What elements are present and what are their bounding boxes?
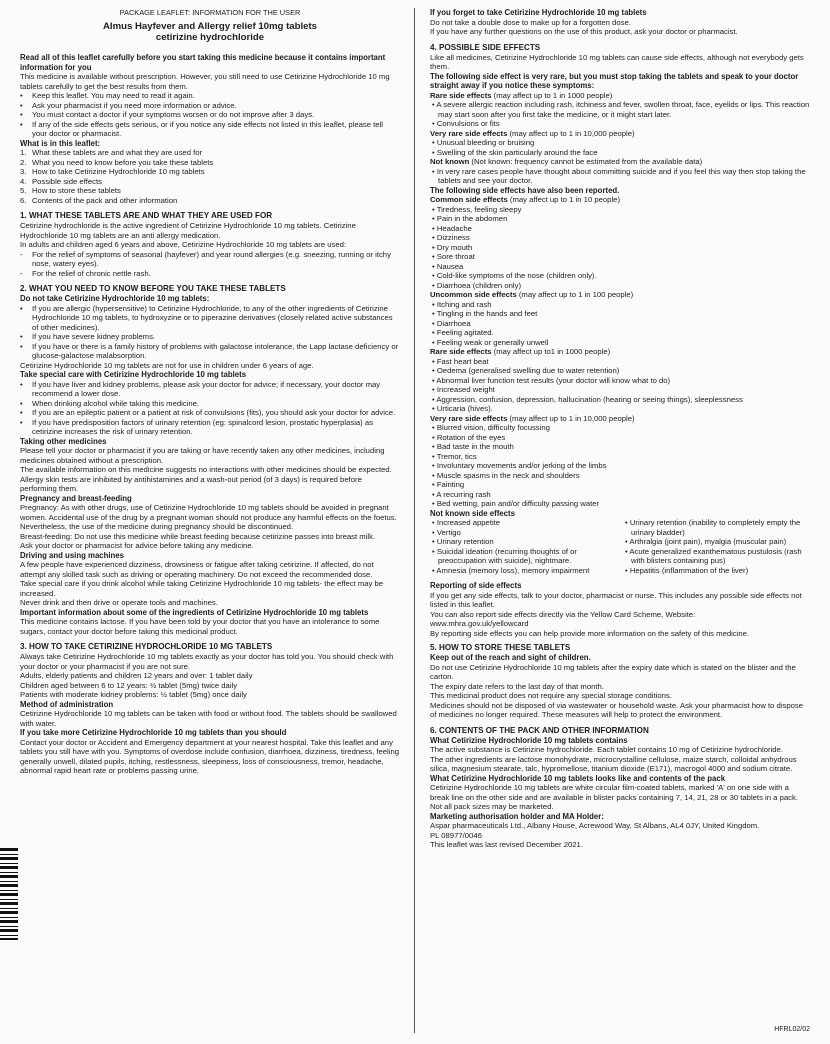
list-item-text: Aggression, confusion, depression, hallucination (hearing or seeing things), sleeplessness	[436, 394, 743, 404]
list-item-text: If you have severe kidney problems.	[32, 332, 156, 341]
list-item	[20, 101, 400, 111]
pregnancy-heading: Pregnancy and breast-feeding	[20, 493, 132, 503]
s5-text: The expiry date refers to the last day of that month.	[430, 681, 604, 691]
list-item-text: Itching and rash	[436, 299, 492, 309]
list-item-text: A severe allergic reaction including rash, itchiness and fever, swollen throat, face, eyelids or lips. This reaction may start soon after you first take the medicine, or it might start later.	[436, 100, 810, 119]
intro-bullet-list	[20, 91, 400, 139]
side-effect-list	[623, 518, 810, 575]
contents-text: Contents of the pack and other information	[32, 195, 178, 205]
list-item: • Nausea	[432, 261, 464, 271]
s5-text: Do not use Cetirizine Hydrochloride 10 mg tablets after the expiry date which is stated on the blister and the carton.	[430, 662, 796, 681]
bullet-marker: •	[20, 100, 23, 110]
contents-item	[20, 177, 400, 187]
s2-text: Pregnancy: As with other drugs, use of Cetirizine Hydrochloride 10 mg tablets should be avoided in pregnant women. Accidental use of the drug by a pregnant woman should not produce any harmful effects on the foetus. Nevertheless, the use of the medicine during pregnancy should be discontinued.	[20, 503, 397, 531]
s4-text: You can also report side effects directly via the Yellow Card Scheme, Website:	[430, 609, 696, 619]
list-item-text: Dizziness	[436, 233, 470, 242]
list-item-text: Pain in the abdomen	[436, 214, 508, 223]
list-item	[20, 120, 400, 139]
list-item-text: Blurred vision, difficulty focussing	[436, 423, 550, 432]
contents-item	[20, 167, 400, 177]
administration-heading: Method of administration	[20, 699, 114, 709]
not-known-heading: Not known side effects	[430, 508, 515, 518]
ingredients-heading: Important information about some of the ingredients of Cetirizine Hydrochloride 10 mg tablets	[20, 607, 369, 617]
list-item-text: Unusual bleeding or bruising	[436, 138, 535, 147]
s1-text: In adults and children aged 6 years and above, Cetirizine Hydrochloride 10 mg tablets are used:	[20, 240, 347, 249]
list-item	[20, 399, 400, 409]
contents-number: 2.	[20, 157, 27, 167]
list-item: • Urinary retention (inability to completely empty the urinary bladder)	[625, 518, 801, 537]
side-effect-list	[430, 300, 810, 348]
list-item	[20, 418, 400, 437]
side-effect-list	[430, 167, 810, 186]
freq-text: (may affect up to 1 in 10,000 people)	[507, 413, 635, 423]
list-item-text: For the relief of symptoms of seasonal (hayfever) and year round allergies (e.g. sneezing, running or itchy nose, watery eyes).	[32, 249, 391, 268]
s5-text: This medicinal product does not require any special storage conditions.	[430, 691, 672, 700]
list-item-text: Dry mouth	[436, 242, 473, 252]
freq-label: Uncommon side effects	[430, 290, 517, 299]
side-effect-list	[430, 138, 810, 157]
list-item	[20, 91, 400, 101]
s2-text: Never drink and then drive or operate tools and machines.	[20, 598, 218, 607]
contents-item	[20, 186, 400, 196]
contents-text: How to store these tablets	[32, 186, 121, 195]
s6-text: The active substance is Cetirizine hydrochloride. Each tablet contains 10 mg of Cetirizine hydrochloride.	[430, 745, 783, 754]
list-item: • Involuntary movements and/or jerking of the limbs	[432, 461, 607, 470]
list-item: • Aggression, confusion, depression, hallucination (hearing or seeing things), sleeplessness	[432, 394, 743, 404]
s2-text: Take special care if you drink alcohol while taking Cetirizine Hydrochloride 10 mg tablets- the effect may be increased.	[20, 579, 384, 598]
list-item-text: Nausea	[436, 261, 464, 271]
contents-text: How to take Cetirizine Hydrochloride 10 mg tablets	[32, 167, 205, 176]
s4-text: If you get any side effects, talk to your doctor, pharmacist or nurse. This includes any possible side effects not listed in this leaflet.	[430, 590, 802, 609]
bullet-marker: •	[20, 110, 23, 119]
contents-item	[20, 148, 400, 158]
forgot-dose-heading: If you forget to take Cetirizine Hydrochloride 10 mg tablets	[430, 8, 647, 17]
list-item: • A recurring rash	[432, 489, 491, 499]
list-item: • A severe allergic reaction including rash, itchiness and fever, swollen throat, face, eyelids or lips. This reaction may start soon after you first take the medicine, or it might start later.	[432, 100, 810, 119]
revision-date: This leaflet was last revised December 2021.	[430, 840, 583, 849]
list-item-text: Headache	[436, 223, 472, 233]
freq-label: Rare side effects	[430, 347, 492, 356]
bullet-marker: •	[20, 417, 23, 427]
s6-text: Aspar pharmaceuticals Ltd., Albany House, Acrewood Way, St Albans, AL4 0JY, United Kingdom.	[430, 821, 760, 830]
list-item: • Dry mouth	[432, 242, 473, 252]
freq-label: Common side effects	[430, 195, 508, 204]
stop-warning: The following side effect is very rare, but you must stop taking the tablets and speak to your doctor straight away if you notice these symptoms:	[430, 71, 799, 90]
list-item-text: A recurring rash	[436, 489, 491, 499]
contents-number: 6.	[20, 195, 27, 205]
list-item: • Diarrhoea	[432, 318, 471, 328]
s2-text: Please tell your doctor or pharmacist if you are taking or have recently taken any other medicines, including medicines obtained without a prescription.	[20, 446, 385, 465]
list-item: • In very rare cases people have thought about committing suicide and if you feel this way then stop taking the tablets and see your doctor.	[432, 166, 806, 185]
list-item: • Tingling in the hands and feet	[432, 309, 538, 318]
list-item-text: Tremor, tics	[436, 451, 477, 461]
list-item-text: Tiredness, feeling sleepy	[436, 204, 522, 214]
list-item: • Cold-like symptoms of the nose (children only).	[432, 271, 597, 280]
section-1-heading: 1. WHAT THESE TABLETS ARE AND WHAT THEY ARE USED FOR	[20, 211, 273, 220]
contents-item	[20, 196, 400, 206]
list-item	[20, 380, 400, 399]
freq-text: (may affect up to 1 in 10 people)	[507, 195, 620, 204]
s4-text: By reporting side effects you can help provide more information on the safety of this medicine.	[430, 628, 750, 638]
bullet-marker: •	[20, 341, 23, 351]
contents-text: Possible side effects	[32, 176, 102, 186]
freq-text: (may affect up to 1 in 100 people)	[516, 290, 634, 299]
list-item: • Rotation of the eyes	[432, 432, 506, 442]
bullet-marker: •	[20, 408, 23, 417]
side-effect-list	[430, 205, 810, 291]
list-item-text: When drinking alcohol while taking this medicine.	[32, 398, 200, 408]
bullet-marker: •	[20, 91, 23, 100]
list-item-text: Urticaria (hives).	[436, 404, 493, 413]
licence-number: PL 08977/0046	[430, 830, 482, 840]
contents-number: 1.	[20, 148, 27, 157]
s4-text: Like all medicines, Cetirizine Hydrochloride 10 mg tablets can cause side effects, although not everybody gets them.	[430, 52, 804, 71]
list-item-text: Urinary retention (inability to completely empty the urinary bladder)	[629, 518, 801, 537]
list-item-text: If you have predisposition factors of urinary retention (eg: spinalcord lesion, prostatic hyperplasia) as cetirizine increases the risk of urinary retention.	[32, 417, 373, 436]
list-item-text: Keep this leaflet. You may need to read it again.	[32, 91, 195, 100]
list-item-text: Vertigo	[436, 527, 461, 537]
list-item-text: Fainting	[436, 480, 465, 489]
list-item-text: Hepatitis (inflammation of the liver)	[629, 565, 749, 575]
bullet-marker: -	[20, 268, 23, 278]
list-item-text: Suicidal ideation (recurring thoughts of or preoccupation with suicide), nightmare.	[436, 546, 577, 565]
list-item-text: Fast heart beat	[436, 356, 489, 366]
list-item: • Urinary retention	[432, 537, 494, 546]
list-item: • Abnormal liver function test results (your doctor will know what to do)	[432, 375, 671, 385]
leaflet-header: PACKAGE LEAFLET: INFORMATION FOR THE USER	[119, 8, 301, 17]
freq-text: (may affect up to 1 in 10,000 people)	[507, 128, 635, 138]
looks-like-heading: What Cetirizine Hydrochloride 10 mg tablets looks like and contents of the pack	[430, 773, 726, 783]
also-reported-heading: The following side effects have also been reported.	[430, 185, 620, 195]
list-item-text: Oedema (generalised swelling due to water retention)	[436, 366, 620, 375]
bullet-marker: •	[20, 379, 23, 389]
list-item-text: Tingling in the hands and feet	[436, 309, 538, 318]
right-column	[430, 8, 810, 1034]
freq-text: (Not known: frequency cannot be estimated from the available data)	[469, 157, 703, 166]
list-item: • Fast heart beat	[432, 356, 489, 366]
list-item-text: Increased appetite	[436, 518, 501, 527]
list-item-text: Diarrhoea (children only)	[436, 280, 522, 290]
s3-text: Always take Cetirizine Hydrochloride 10 mg tablets exactly as your doctor has told you. You should check with your doctor or your pharmacist if you are not sure.	[20, 652, 394, 671]
list-item: • Headache	[432, 223, 472, 233]
list-item-text: Involuntary movements and/or jerking of the limbs	[436, 461, 607, 470]
special-care-list	[20, 380, 400, 437]
s2-text: Allergy skin tests are inhibited by antihistamines and a wash-out period (of 3 days) is required before performing them.	[20, 474, 362, 493]
list-item: • Sore throat	[432, 252, 475, 261]
contents-text: What these tablets are and what they are used for	[32, 148, 203, 157]
not-known-columns	[430, 518, 810, 575]
freq-label: Very rare side effects	[430, 413, 508, 423]
read-all-warning: Read all of this leaflet carefully before you start taking this medicine because it contains important information for you	[20, 53, 386, 72]
left-column	[20, 8, 400, 1034]
list-item: • Amnesia (memory loss), memory impairment	[432, 565, 590, 575]
contents-item	[20, 158, 400, 168]
list-item-text: Cold-like symptoms of the nose (children only).	[436, 271, 597, 280]
s5-text: Medicines should not be disposed of via wastewater or household waste. Ask your pharmacist how to dispose of medicines no longer required. These measures will help to protect the environment.	[430, 700, 804, 719]
list-item: • Suicidal ideation (recurring thoughts of or preoccupation with suicide), nightmare.	[432, 546, 577, 565]
contents-list	[20, 148, 400, 205]
list-item: • Feeling agitated.	[432, 328, 494, 337]
other-medicines-heading: Taking other medicines	[20, 436, 107, 446]
list-item-text: Feeling agitated.	[436, 328, 494, 337]
yellowcard-link[interactable]: www.mhra.gov.uk/yellowcard	[430, 619, 529, 628]
list-item: • Vertigo	[432, 527, 461, 537]
list-item: • Blurred vision, difficulty focussing	[432, 423, 550, 432]
list-item-text: For the relief of chronic nettle rash.	[32, 268, 151, 278]
list-item-text: Urinary retention	[436, 537, 494, 546]
contents-number: 5.	[20, 186, 27, 195]
freq-text: (may affect up to 1 in 1000 people)	[491, 90, 613, 100]
list-item: • Acute generalized exanthematous pustulosis (rash with blisters containing pus)	[625, 546, 802, 565]
barcode	[0, 848, 18, 940]
special-care-heading: Take special care with Cetirizine Hydrochloride 10 mg tablets	[20, 370, 247, 379]
s2-text: Ask your doctor or pharmacist for advice before taking any medicine.	[20, 541, 254, 550]
section-4-heading: 4. POSSIBLE SIDE EFFECTS	[430, 42, 541, 52]
list-item: • Bad taste in the mouth	[432, 442, 514, 451]
driving-heading: Driving and using machines	[20, 550, 124, 560]
list-item-text: Bad taste in the mouth	[436, 442, 514, 451]
side-effect-list	[430, 100, 810, 129]
column-divider	[414, 8, 415, 1033]
keep-out-reach: Keep out of the reach and sight of children.	[430, 653, 591, 662]
list-item	[20, 250, 400, 269]
contents-text: What you need to know before you take these tablets	[32, 157, 214, 167]
list-item: • Tremor, tics	[432, 451, 477, 461]
overdose-heading: If you take more Cetirizine Hydrochloride 10 mg tablets than you should	[20, 728, 287, 737]
list-item-text: Bed wetting, pain and/or difficulty passing water	[436, 499, 600, 508]
s2-text: This medicine contains lactose. If you have been told by your doctor that you have an intolerance to some sugars, contact your doctor before taking this medicinal product.	[20, 617, 380, 636]
s3-text: Contact your doctor or Accident and Emergency department at your nearest hospital. Take this leaflet and any tablets you still have with you. Symptoms of overdose include confusion, diarrhoea, dizziness, tiredness, feeling generally unwell, dilated pupils, itching, restlessness, sleepiness, loss of consciousness, tremor, headache, abnormal rapid heart rate or problems passing urine.	[20, 737, 400, 775]
list-item: • Oedema (generalised swelling due to water retention)	[432, 366, 620, 375]
list-item: • Diarrhoea (children only)	[432, 280, 522, 290]
list-item-text: Ask your pharmacist if you need more information or advice.	[32, 100, 237, 110]
list-item: • Urticaria (hives).	[432, 404, 493, 413]
s1-text: Cetirizine hydrochloride is the active ingredient of Cetirizine Hydrochloride 10 mg tablets. Cetirizine Hydrochloride 10 mg tablets are an anti allergy medication.	[20, 221, 356, 240]
freq-label: Rare side effects	[430, 90, 492, 100]
list-item-text: Rotation of the eyes	[436, 432, 506, 442]
side-effect-list	[430, 423, 810, 509]
section-2-heading: 2. WHAT YOU NEED TO KNOW BEFORE YOU TAKE THESE TABLETS	[20, 284, 286, 293]
dose-line: Adults, elderly patients and children 12 years and over: 1 tablet daily	[20, 671, 253, 680]
s3-text: Cetirizine Hydrochloride 10 mg tablets can be taken with food or without food. The tablets should be swallowed with water.	[20, 709, 397, 728]
s2-text: Breast-feeding: Do not use this medicine while breast feeding because cetirizine passes into breast milk.	[20, 531, 376, 541]
s3-text: Do not take a double dose to make up for a forgotten dose.	[430, 17, 631, 27]
s6-text: Cetirizine Hydrochloride 10 mg tablets are white circular film-coated tablets, marked 'A' on one side with a break line on the other side and are available in blister packs containing 7, 14, 21, 28 or 30 tablets in a pack. Not all pack sizes may be marketed.	[430, 783, 798, 811]
list-item-text: Abnormal liver function test results (your doctor will know what to do)	[436, 375, 671, 385]
list-item: • Swelling of the skin particularly around the face	[432, 147, 598, 157]
contents-heading: What is in this leaflet:	[20, 138, 101, 148]
s6-text: The other ingredients are lactose monohydrate, microcrystalline cellulose, maize starch, colloidal anhydrous silica, magnesium stearate, talc, hypromellose, titanium dioxide (E171), macrogol 4000 and sodium citrate.	[430, 754, 797, 773]
list-item	[20, 269, 400, 279]
list-item-text: Amnesia (memory loss), memory impairment	[436, 565, 590, 575]
bullet-marker: -	[20, 249, 23, 259]
list-item: • Hepatitis (inflammation of the liver)	[625, 565, 749, 575]
list-item-text: Convulsions or fits	[436, 119, 500, 128]
list-item-text: Acute generalized exanthematous pustulosis (rash with blisters containing pus)	[629, 546, 802, 565]
list-item: • Increased appetite	[432, 518, 501, 527]
bullet-marker: •	[20, 398, 23, 408]
contents-number: 4.	[20, 176, 27, 186]
list-item-text: If any of the side effects gets serious, or if you notice any side effects not listed in this leaflet, please tell your doctor or pharmacist.	[32, 119, 383, 138]
list-item: • Bed wetting, pain and/or difficulty passing water	[432, 499, 600, 508]
freq-label: Very rare side effects	[430, 128, 508, 138]
list-item-text: If you have liver and kidney problems, please ask your doctor for advice; if necessary, your doctor may recommend a lower dose.	[32, 379, 381, 398]
s3-text: If you have any further questions on the use of this product, ask your doctor or pharmacist.	[430, 27, 738, 36]
section-3-heading: 3. HOW TO TAKE CETIRIZINE HYDROCHLORIDE 10 MG TABLETS	[20, 642, 273, 651]
uses-list	[20, 250, 400, 279]
list-item: • Tiredness, feeling sleepy	[432, 204, 522, 214]
list-item	[20, 304, 400, 333]
s2-text: A few people have experienced dizziness, drowsiness or fatigue after taking cetirizine. If affected, do not attempt any skilled task such as driving or operating machinery. Do not exceed the recommended dose.	[20, 560, 374, 579]
list-item-text: If you have or there is a family history of problems with galactose intolerance, the Lapp lactase deficiency or glucose-galactose malabsorption.	[32, 341, 399, 360]
list-item: • Dizziness	[432, 233, 470, 242]
contains-heading: What Cetirizine Hydrochloride 10 mg tablets contains	[430, 735, 628, 745]
list-item-text: If you are an epileptic patient or a patient at risk of convulsions (fits), you should ask your doctor for advice.	[32, 408, 396, 417]
list-item-text: In very rare cases people have thought about committing suicide and if you feel this way then stop taking the tablets and see your doctor.	[436, 166, 806, 185]
bullet-marker: •	[20, 303, 23, 313]
list-item-text: Diarrhoea	[436, 318, 471, 328]
list-item: • Feeling weak or generally unwell	[432, 337, 549, 347]
list-item	[20, 408, 400, 418]
product-subtitle: cetirizine hydrochloride	[155, 32, 265, 43]
s2-text: The available information on this medicine suggests no interactions with other medicines should be expected.	[20, 465, 392, 474]
list-item: • Muscle spasms in the neck and shoulders	[432, 470, 580, 480]
leaflet-code: HFRL02/02	[774, 1025, 810, 1033]
freq-text: (may affect up to1 in 1000 people)	[491, 347, 611, 356]
bullet-marker: •	[20, 119, 23, 129]
product-title: Almus Hayfever and Allergy relief 10mg tablets	[103, 21, 317, 32]
list-item: • Pain in the abdomen	[432, 214, 508, 223]
dose-line: Children aged between 6 to 12 years: ½ tablet (5mg) twice daily	[20, 680, 238, 690]
list-item-text: Arthralgia (joint pain), myalgia (muscular pain)	[629, 537, 787, 546]
mah-heading: Marketing authorisation holder and MA Holder:	[430, 811, 604, 821]
dose-line: Patients with moderate kidney problems: ½ tablet (5mg) once daily	[20, 690, 247, 699]
list-item-text: Swelling of the skin particularly around the face	[436, 147, 598, 157]
list-item: • Arthralgia (joint pain), myalgia (muscular pain)	[625, 537, 787, 546]
list-item-text: Muscle spasms in the neck and shoulders	[436, 470, 580, 480]
freq-label: Not known	[430, 157, 470, 166]
list-item-text: If you are allergic (hypersensitive) to Cetirizine Hydrochloride, to any of the other ingredients of Cetirizine Hydrochloride 10 mg tablets, to hydroxyzine or to piperazine derivatives (closely related active substances of other medicines).	[32, 303, 393, 332]
bullet-marker: •	[20, 332, 23, 341]
list-item: • Fainting	[432, 480, 465, 489]
section-6-heading: 6. CONTENTS OF THE PACK AND OTHER INFORMATION	[430, 725, 649, 735]
list-item	[20, 342, 400, 361]
side-effect-list	[430, 357, 810, 414]
dont-take-heading: Do not take Cetirizine Hydrochloride 10 mg tablets:	[20, 294, 210, 303]
list-item-text: You must contact a doctor if your symptoms worsen or do not improve after 3 days.	[32, 110, 315, 119]
list-item: • Convulsions or fits	[432, 119, 500, 128]
list-item: • Increased weight	[432, 385, 495, 394]
contents-number: 3.	[20, 167, 27, 176]
list-item	[20, 332, 400, 342]
section-5-heading: 5. HOW TO STORE THESE TABLETS	[430, 643, 571, 652]
list-item	[20, 110, 400, 120]
reporting-heading: Reporting of side effects	[430, 581, 522, 590]
list-item-text: Sore throat	[436, 252, 475, 261]
list-item: • Unusual bleeding or bruising	[432, 138, 535, 147]
dont-take-list	[20, 304, 400, 361]
side-effect-list	[430, 518, 623, 575]
list-item: • Itching and rash	[432, 299, 492, 309]
intro-text: This medicine is available without prescription. However, you still need to use Cetirizine Hydrochloride 10 mg tablets carefully to get the best results from them.	[20, 72, 390, 91]
list-item-text: Feeling weak or generally unwell	[436, 337, 549, 347]
list-item-text: Increased weight	[436, 385, 495, 394]
s2-text: Cetirizine Hydrochloride 10 mg tablets are not for use in children under 6 years of age.	[20, 360, 314, 370]
